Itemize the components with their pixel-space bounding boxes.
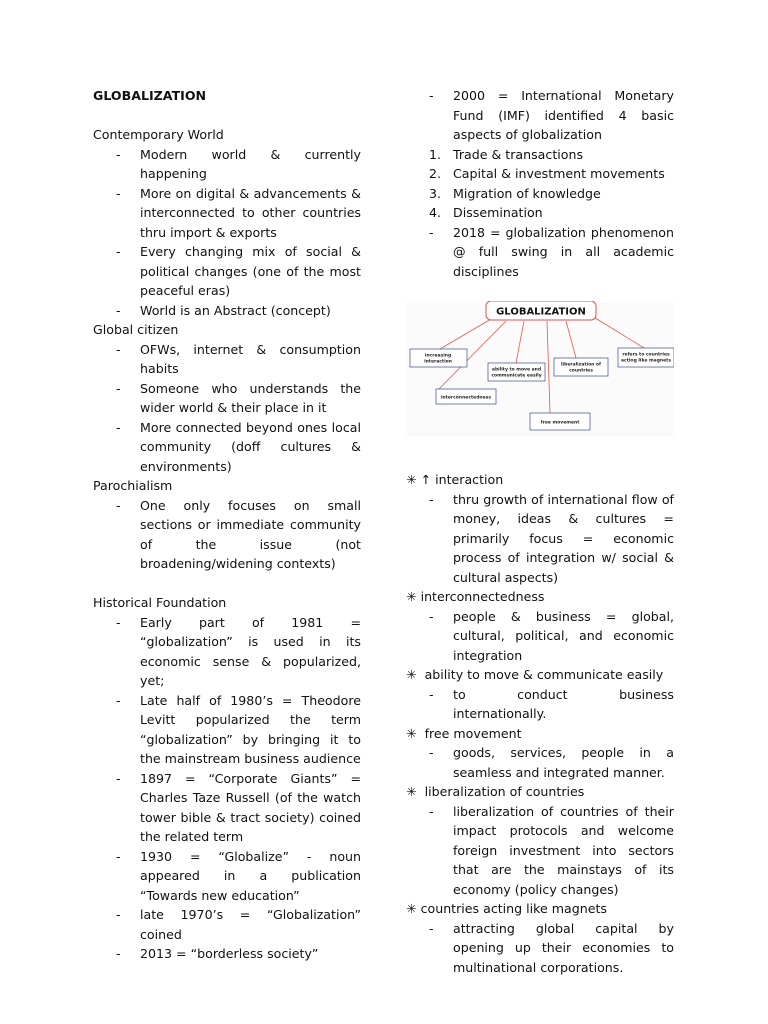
dash-marker: - <box>429 920 434 936</box>
dash-marker: - <box>429 491 434 507</box>
aspect-heading: ✳ liberalization of countries <box>406 784 585 799</box>
svg-text:acting like magnets: acting like magnets <box>621 358 671 364</box>
center-node-label: GLOBALIZATION <box>496 306 586 318</box>
svg-text:increasing: increasing <box>424 353 452 359</box>
aspect-heading: ✳ interconnectedness <box>406 589 545 604</box>
diagram-svg <box>406 301 674 436</box>
list-item: - 1930 = “Globalize” - noun appeared in a publication “Towards new education” <box>116 848 361 903</box>
list-item: - OFWs, internet & consumption habits <box>116 341 361 376</box>
dash-marker: - <box>116 380 121 396</box>
svg-text:communicate easily: communicate easily <box>491 373 542 379</box>
dash-marker: - <box>429 88 434 103</box>
aspect-detail: - liberalization of countries of their impact protocols and welcome foreign investment into sectors that are the mainstays of its economy (policy changes) <box>429 803 674 897</box>
numbered-item: 3. Migration of knowledge <box>429 185 601 201</box>
aspect-detail: - people & business = global, cultural, political, and economic integration <box>429 608 674 663</box>
aspect-heading: ✳ ↑ interaction <box>406 472 504 487</box>
list-item: - Modern world & currently happening <box>116 146 361 181</box>
dash-marker: - <box>429 803 434 819</box>
list-item: - Late half of 1980’s = Theodore Levitt popularized the term “globalization” by bringing it to the mainstream business audience <box>116 692 361 766</box>
dash-marker: - <box>116 770 121 786</box>
dash-marker: - <box>116 244 121 259</box>
node-magnets <box>618 348 674 367</box>
dash-marker: - <box>116 419 121 435</box>
globalization-diagram <box>406 301 674 436</box>
svg-text:ability to move and: ability to move and <box>491 367 542 373</box>
imf-item: - 2000 = International Monetary Fund (IMF) identified 4 basic aspects of globalization <box>429 88 674 142</box>
spacer <box>93 574 361 594</box>
svg-text:countries: countries <box>569 368 593 374</box>
dash-marker: - <box>116 146 121 162</box>
right-column <box>406 86 674 977</box>
list-item: - late 1970’s = “Globalization” coined <box>116 907 361 942</box>
list-item: - One only focuses on small sections or immediate community of the issue (not broadening/widening contexts) <box>116 497 361 571</box>
svg-text:free movement: free movement <box>540 420 580 426</box>
dash-marker: - <box>429 608 434 624</box>
list-item: - Every changing mix of social & political changes (one of the most peaceful eras) <box>116 244 361 298</box>
dash-marker: - <box>429 224 434 240</box>
numbered-item: 1. Trade & transactions <box>429 146 584 162</box>
svg-text:liberalization of: liberalization of <box>561 362 601 368</box>
aspect-heading: ✳ countries acting like magnets <box>406 901 607 916</box>
list-item: - 2013 = “borderless society” <box>93 944 361 964</box>
aspect-detail: - to conduct business internationally. <box>429 686 674 721</box>
dash-marker: - <box>116 848 121 864</box>
aspect-detail: - goods, services, people in a seamless and integrated manner. <box>429 745 674 780</box>
aspect-detail: - attracting global capital by opening up their economies to multinational corporations. <box>429 920 674 975</box>
global-citizen-heading: Global citizen <box>93 322 179 337</box>
aspect-heading: ✳ ability to move & communicate easily <box>406 667 664 682</box>
list-item: - World is an Abstract (concept) <box>93 301 361 321</box>
aspect-heading: ✳ free movement <box>406 725 522 741</box>
dash-marker: - <box>429 686 434 702</box>
dash-marker: - <box>116 497 121 513</box>
page-title: GLOBALIZATION <box>93 88 207 103</box>
list-item: - More connected beyond ones local community (doff cultures & environments) <box>116 419 361 474</box>
left-column <box>93 86 361 964</box>
svg-text:interconnectedness: interconnectedness <box>440 395 492 401</box>
list-item: - Someone who understands the wider world & their place in it <box>116 380 361 415</box>
dash-marker: - <box>116 946 121 961</box>
dash-marker: - <box>116 341 121 357</box>
svg-text:interaction: interaction <box>424 359 452 365</box>
dash-marker: - <box>116 302 121 318</box>
item-2018: - 2018 = globalization phenomenon @ full swing in all academic disciplines <box>429 224 674 279</box>
aspect-detail: - thru growth of international flow of money, ideas & cultures = primarily focus = economic process of integration w/ social & cultural aspects) <box>429 491 674 585</box>
dash-marker: - <box>116 614 121 630</box>
numbered-item: 2. Capital & investment movements <box>429 166 665 181</box>
list-item: - Early part of 1981 = “globalization” is used in its economic sense & popularized, yet; <box>116 614 361 688</box>
dash-marker: - <box>116 185 121 201</box>
numbered-item: 4. Dissemination <box>429 205 543 220</box>
historical-heading: Historical Foundation <box>93 595 227 610</box>
contemporary-heading: Contemporary World <box>93 127 224 142</box>
list-item: - More on digital & advancements & interconnected to other countries thru import & exports <box>116 185 361 240</box>
dash-marker: - <box>116 907 121 922</box>
parochialism-heading: Parochialism <box>93 478 173 493</box>
dash-marker: - <box>429 745 434 760</box>
svg-text:refers to countries: refers to countries <box>622 352 670 358</box>
list-item: - 1897 = “Corporate Giants” = Charles Taze Russell (of the watch tower bible & tract society) coined the related term <box>116 770 361 844</box>
dash-marker: - <box>116 692 121 708</box>
